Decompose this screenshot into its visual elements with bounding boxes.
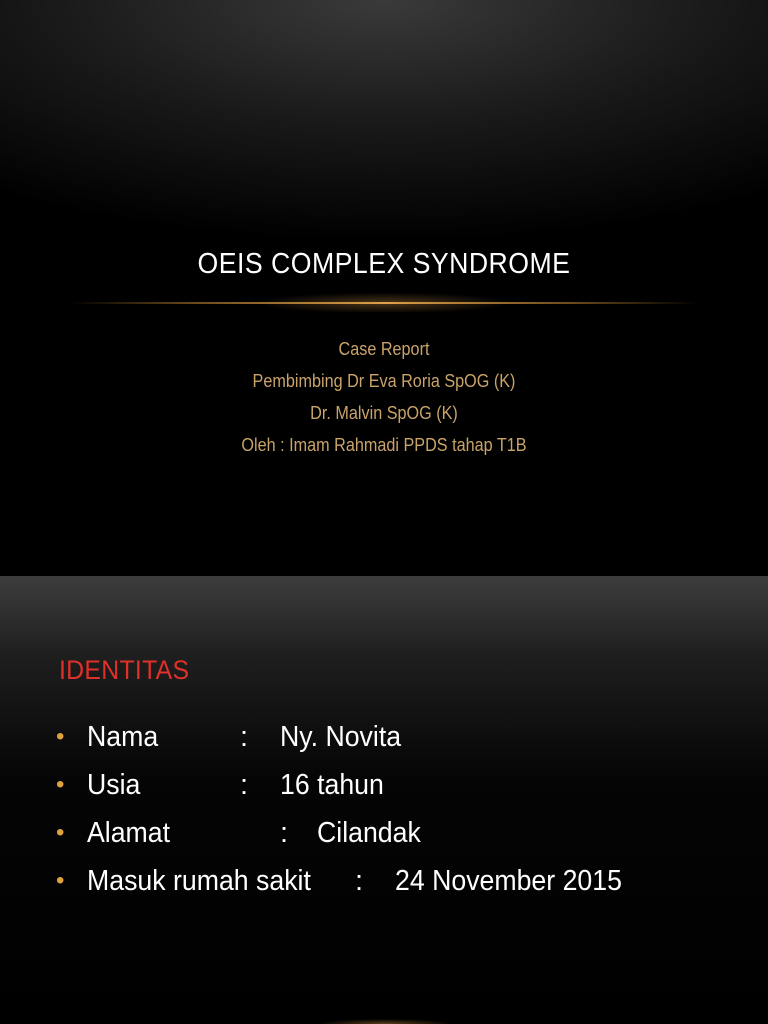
list-item-nama — [56, 719, 756, 767]
subtitle-line: Case Report — [338, 339, 430, 359]
item-label: Alamat — [87, 817, 171, 849]
item-value: 24 November 2015 — [395, 865, 622, 897]
item-separator: : — [240, 769, 249, 801]
item-value: Cilandak — [317, 817, 421, 849]
list-item-alamat — [56, 815, 756, 863]
item-separator: : — [355, 865, 364, 897]
title-underline — [70, 302, 698, 304]
list-item-usia — [56, 767, 756, 815]
bullet-icon: • — [56, 819, 65, 846]
slide-subtitle — [0, 333, 768, 461]
slide-heading: IDENTITAS — [59, 655, 190, 685]
title-underline-glow — [200, 282, 568, 312]
item-separator: : — [240, 721, 249, 753]
bullet-icon: • — [56, 723, 65, 750]
item-value: 16 tahun — [280, 769, 384, 801]
bullet-icon: • — [56, 771, 65, 798]
item-label: Usia — [87, 769, 141, 801]
bullet-icon: • — [56, 867, 65, 894]
bottom-glow — [290, 1012, 480, 1024]
identity-list — [56, 719, 756, 911]
item-separator: : — [280, 817, 289, 849]
item-label: Nama — [87, 721, 159, 753]
identity-slide — [0, 576, 768, 1024]
item-value: Ny. Novita — [280, 721, 402, 753]
list-item-masuk-rumah-sakit — [56, 863, 756, 911]
slide-title: OEIS COMPLEX SYNDROME — [197, 248, 571, 280]
subtitle-line: Oleh : Imam Rahmadi PPDS tahap T1B — [241, 435, 527, 455]
subtitle-line: Pembimbing Dr Eva Roria SpOG (K) — [252, 371, 516, 391]
item-label: Masuk rumah sakit — [87, 865, 311, 897]
subtitle-line: Dr. Malvin SpOG (K) — [310, 403, 458, 423]
